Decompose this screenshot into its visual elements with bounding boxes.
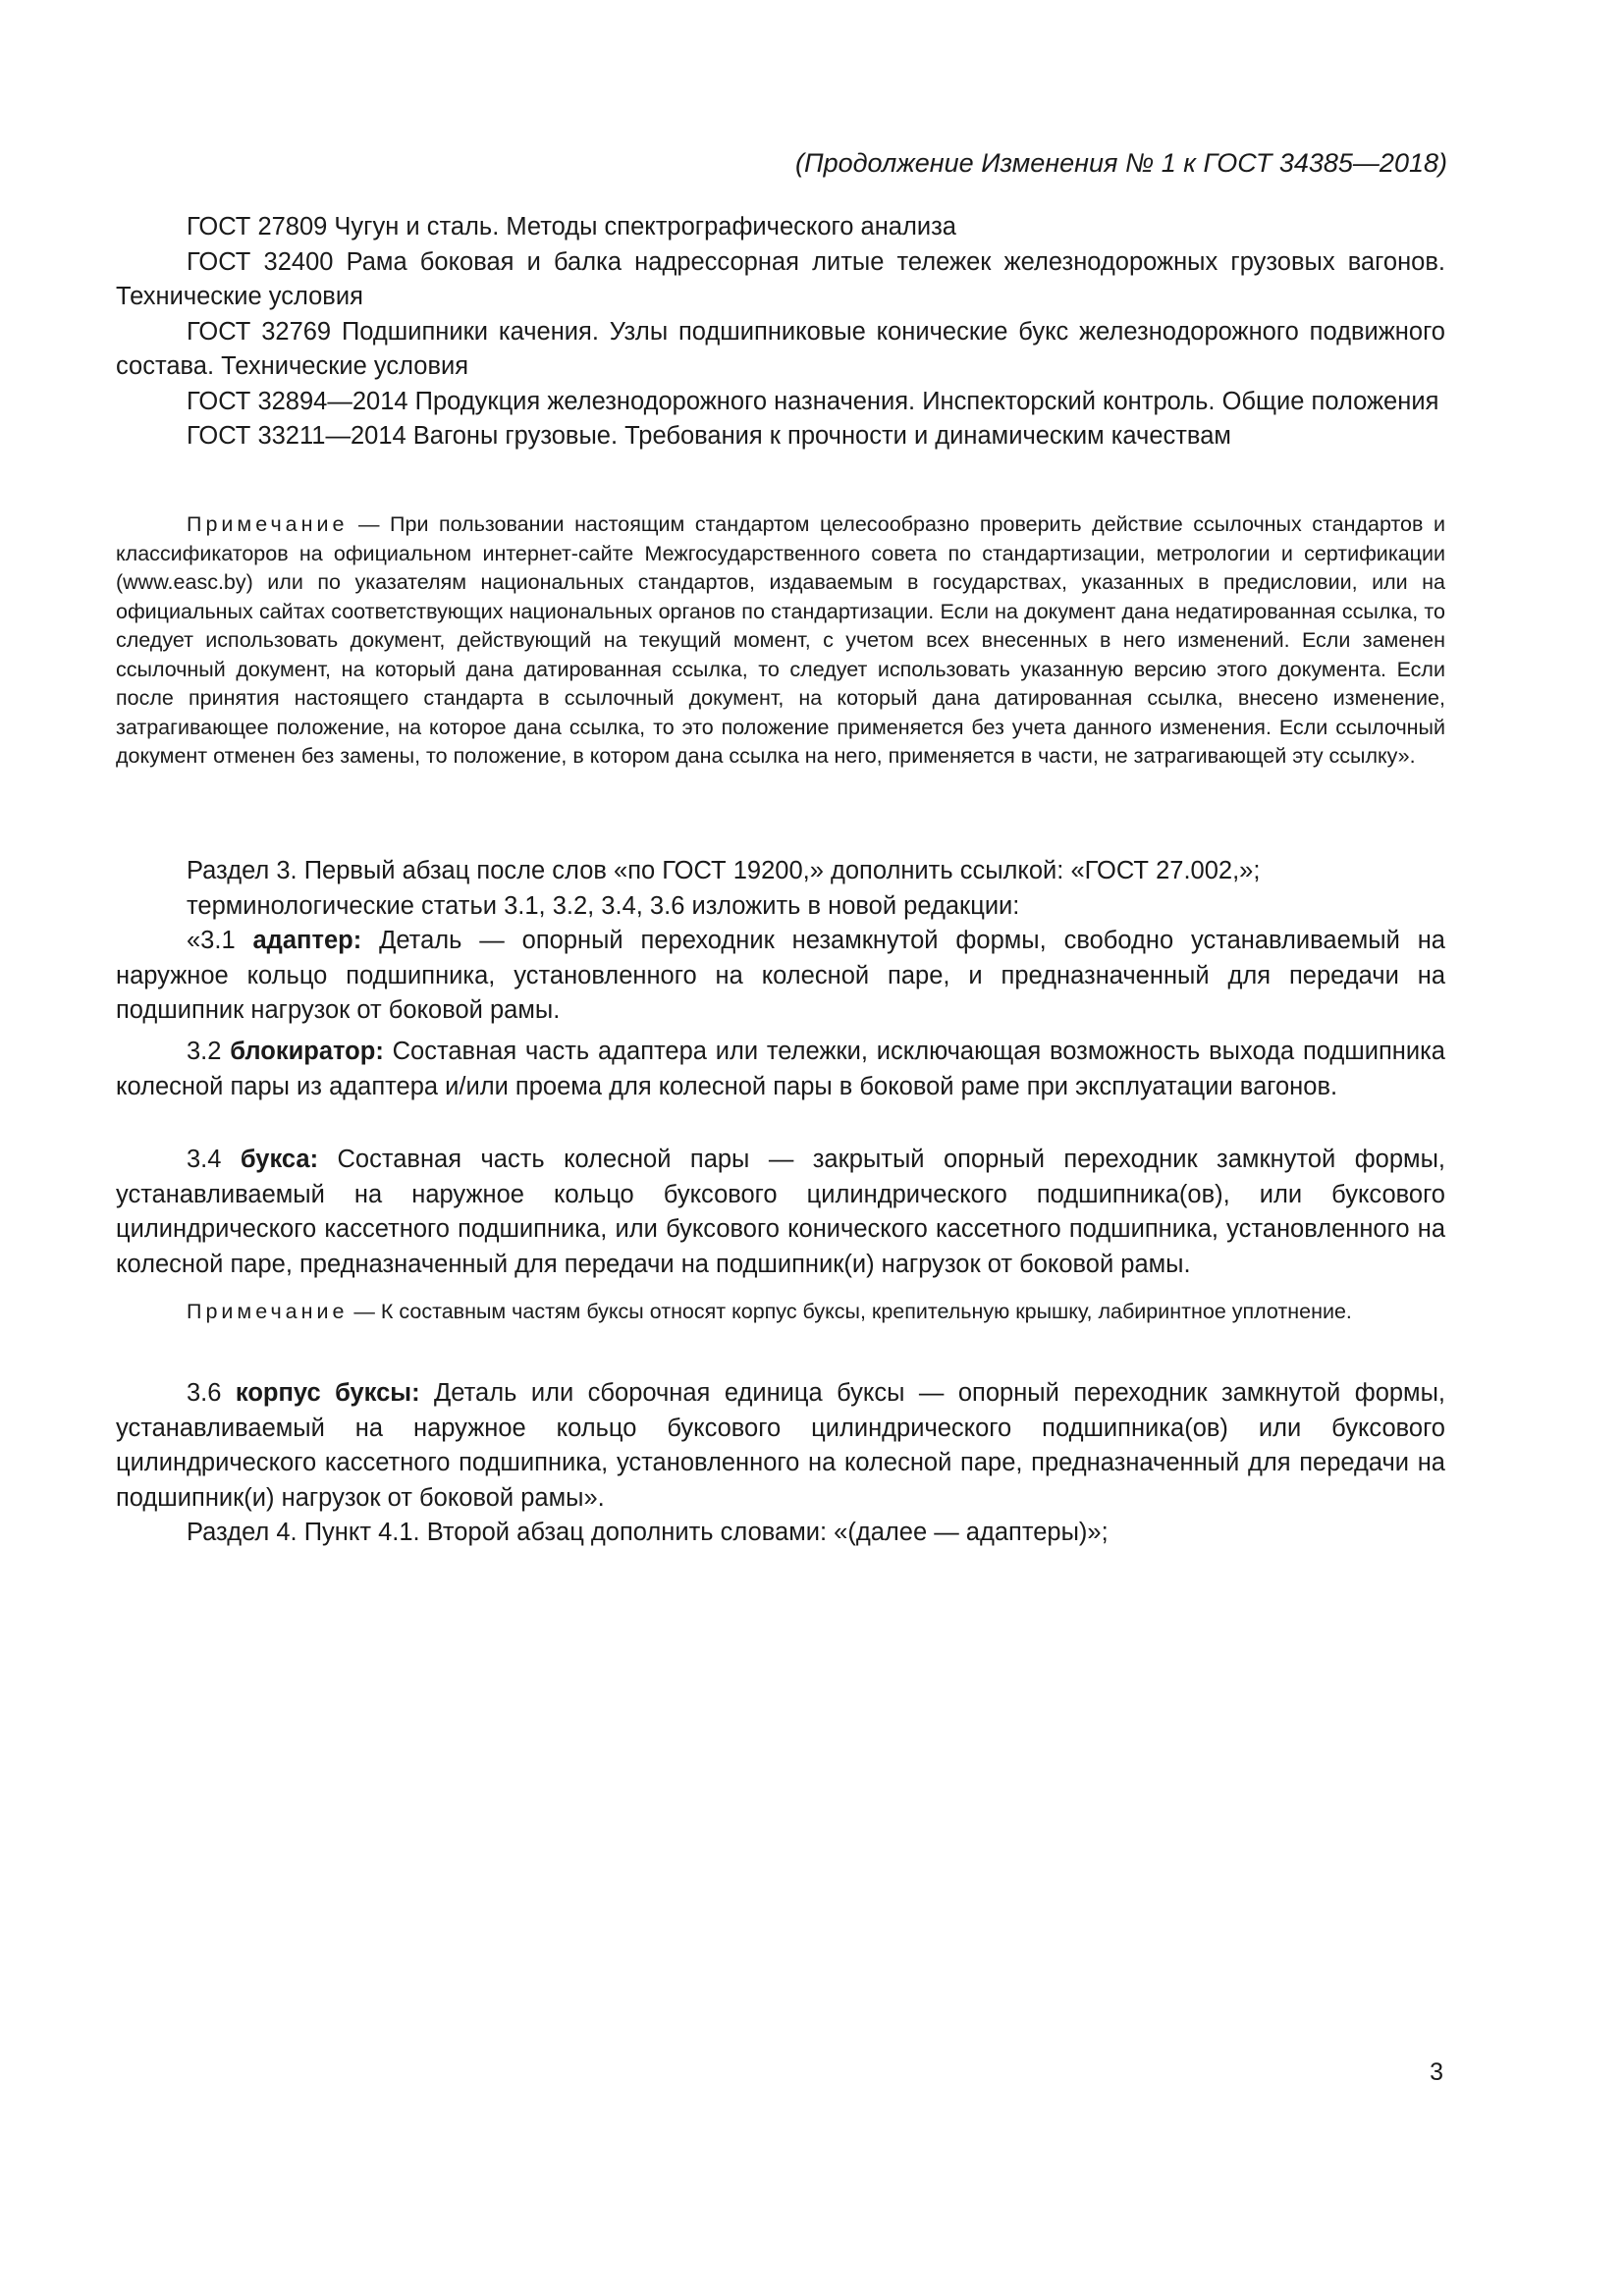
- term-number: 3.4: [187, 1146, 241, 1173]
- reference-item: ГОСТ 32400 Рама боковая и балка надрессорная литые тележек железнодорожных грузовых вагонов. Технические условия: [116, 247, 1445, 310]
- note-paragraph: [116, 1298, 1445, 1327]
- term-3-1: [116, 924, 1445, 1029]
- term-name: блокиратор:: [230, 1038, 384, 1065]
- page-number: 3: [1430, 2058, 1443, 2086]
- term-definition: Деталь или сборочная единица буксы — опорный переходник замкнутой формы, устанавливаемый на наружное кольцо буксового цилиндрического подшипника(ов) или буксового цилиндрического кассетного подшипника, установленного на колесной паре, предназначенный для передачи на подшипник(и) нагрузок от боковой рамы».: [116, 1379, 1445, 1512]
- note-text: — К составным частям буксы относят корпус буксы, крепительную крышку, лабиринтное уплотнение.: [348, 1300, 1352, 1323]
- term-number: 3.6: [187, 1379, 236, 1407]
- term-3-4-block: [116, 1143, 1445, 1282]
- note-paragraph: [116, 510, 1445, 772]
- term-name: адаптер:: [252, 927, 362, 954]
- term-definition: Деталь — опорный переходник незамкнутой формы, свободно устанавливаемый на наружное кольцо подшипника, установленного на колесной паре, и предназначенный для передачи на подшипник нагрузок от боковой рамы.: [116, 927, 1445, 1024]
- note-label: Примечание: [187, 1300, 349, 1323]
- term-3-2: [116, 1035, 1445, 1104]
- references-list: [116, 210, 1445, 454]
- section4-paragraph: Раздел 4. Пункт 4.1. Второй абзац дополнить словами: «(далее — адаптеры)»;: [187, 1519, 1109, 1546]
- term-3-4: [116, 1143, 1445, 1282]
- term-number: 3.2: [187, 1038, 231, 1065]
- term-definition: Составная часть адаптера или тележки, исключающая возможность выхода подшипника колесной пары из адаптера и/или проема для колесной пары в боковой раме при эксплуатации вагонов.: [116, 1038, 1445, 1100]
- section3-intro: Раздел 3. Первый абзац после слов «по ГОСТ 19200,» дополнить ссылкой: «ГОСТ 27.002,»;: [187, 857, 1261, 884]
- reference-item: ГОСТ 32769 Подшипники качения. Узлы подшипниковые конические букс железнодорожного подвижного состава. Технические условия: [116, 317, 1445, 380]
- note2-block: [116, 1298, 1445, 1327]
- continuation-header: (Продолжение Изменения № 1 к ГОСТ 34385—2018): [795, 148, 1447, 178]
- reference-item: ГОСТ 32894—2014 Продукция железнодорожного назначения. Инспекторский контроль. Общие положения: [187, 387, 1439, 415]
- reference-item: ГОСТ 27809 Чугун и сталь. Методы спектрографического анализа: [187, 213, 956, 240]
- section3-terms-intro: терминологические статьи 3.1, 3.2, 3.4, 3.6 изложить в новой редакции:: [187, 891, 1020, 920]
- note-label: Примечание: [187, 512, 349, 536]
- term-definition: Составная часть колесной пары — закрытый опорный переходник замкнутой формы, устанавливаемый на наружное кольцо буксового цилиндрического подшипника(ов), или буксового цилиндрического кассетного подшипника, или буксового конического кассетного подшипника, установленного на колесной паре, предназначенный для передачи на подшипник(и) нагрузок от боковой рамы.: [116, 1146, 1445, 1278]
- reference-item: ГОСТ 33211—2014 Вагоны грузовые. Требования к прочности и динамическим качествам: [187, 422, 1231, 450]
- term-name: букса:: [240, 1146, 319, 1173]
- term-3-2-block: [116, 1035, 1445, 1104]
- note-block: [116, 510, 1445, 772]
- section3-block: [116, 854, 1445, 1029]
- note-text: — При пользовании настоящим стандартом целесообразно проверить действие ссылочных стандартов и классификаторов на официальном интернет-сайте Межгосударственного совета по стандартизации, метрологии и сертификации (www.easc.by) или по указателям национальных стандартов, издаваемым в государствах, указанных в предисловии, или на официальных сайтах соответствующих национальных органов по стандартизации. Если на документ дана недатированная ссылка, то следует использовать документ, действующий на текущий момент, с учетом всех внесенных в него изменений. Если заменен ссылочный документ, на который дана датированная ссылка, то следует использовать указанную версию этого документа. Если после принятия настоящего стандарта в ссылочный документ, на который дана датированная ссылка, внесено изменение, затрагивающее положение, на которое дана ссылка, то это положение применяется без учета данного изменения. Если ссылочный документ отменен без замены, то положение, в котором дана ссылка на него, применяется в части, не затрагивающей эту ссылку».: [116, 512, 1445, 768]
- term-3-6: [116, 1376, 1445, 1516]
- term-3-6-block: [116, 1376, 1445, 1551]
- term-name: корпус буксы:: [235, 1379, 420, 1407]
- term-number: «3.1: [187, 927, 253, 954]
